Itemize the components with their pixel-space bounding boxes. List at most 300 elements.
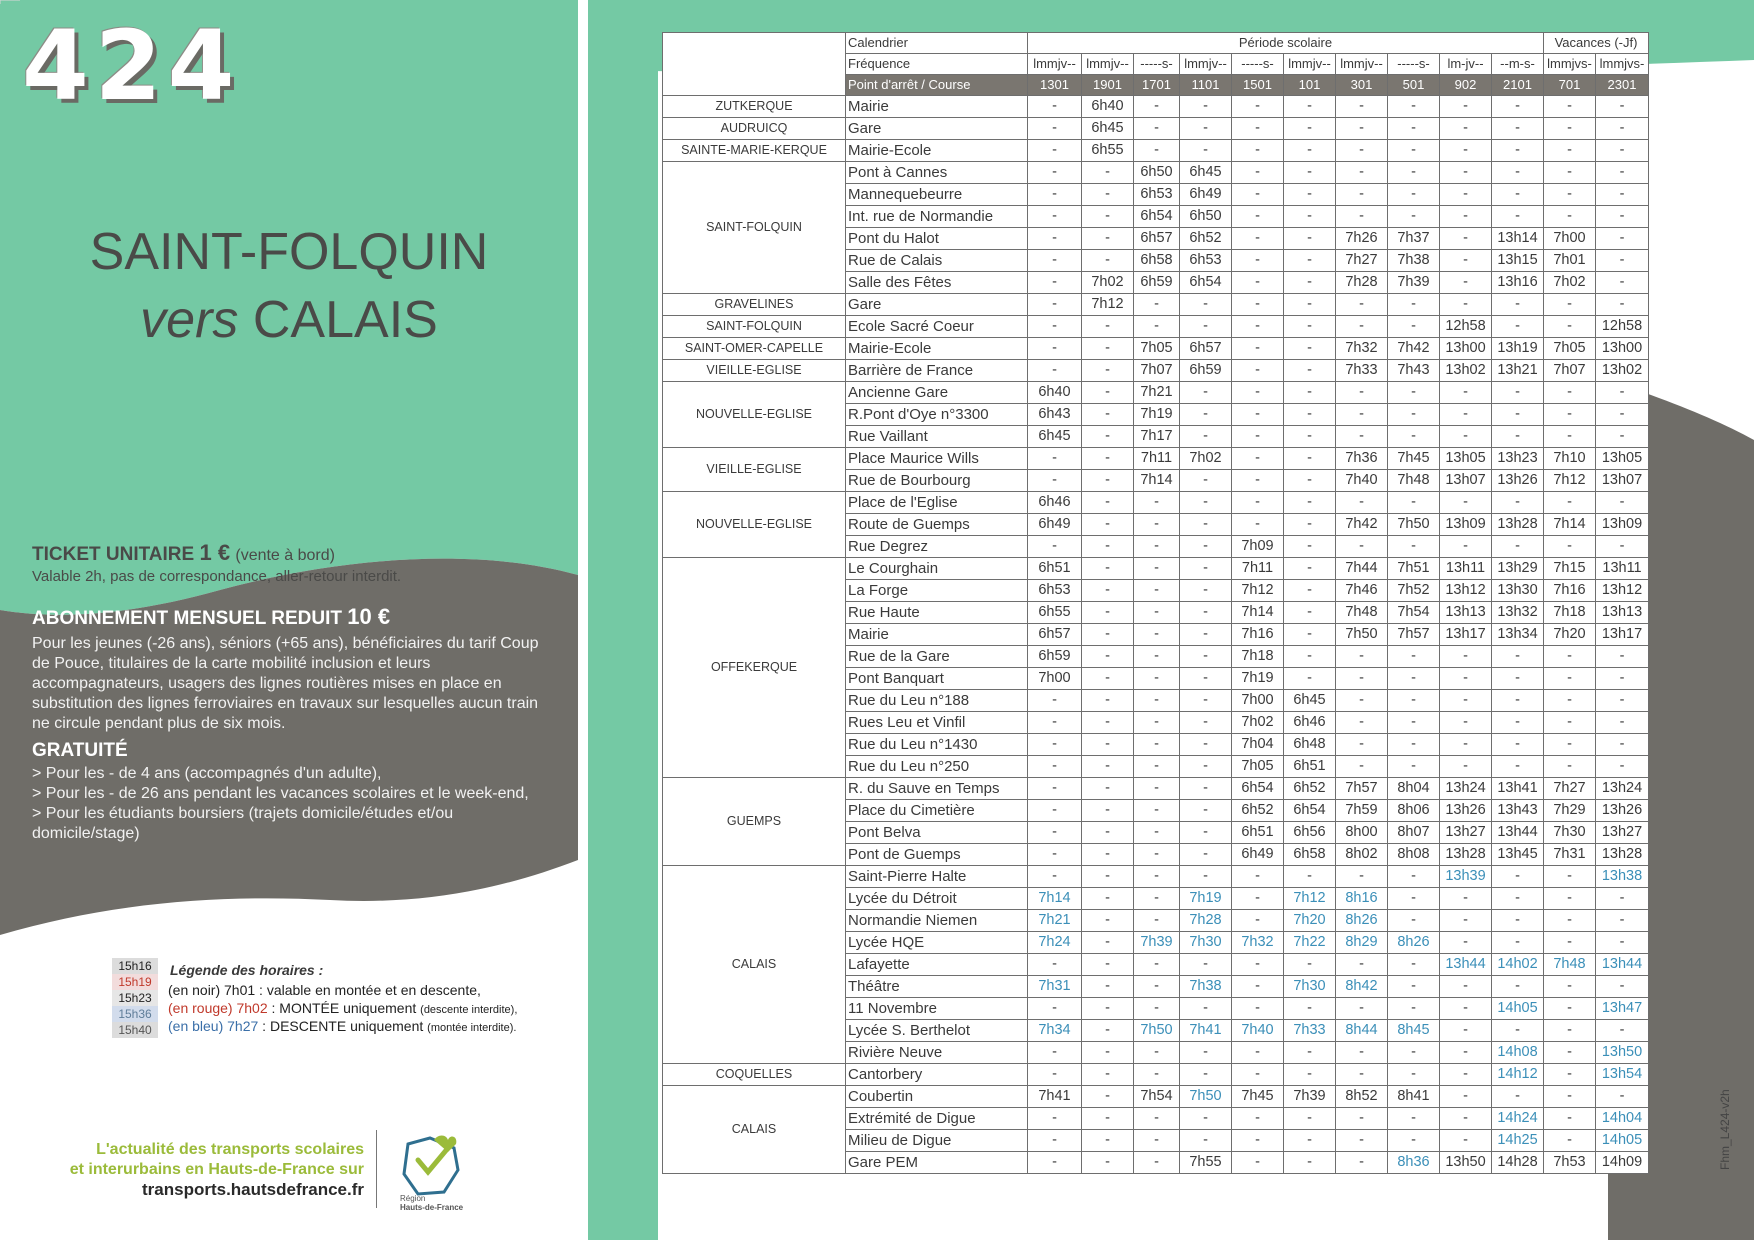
time-cell: - (1180, 1042, 1232, 1064)
time-cell: - (1492, 734, 1544, 756)
time-cell: - (1544, 492, 1596, 514)
time-cell: - (1596, 184, 1649, 206)
time-cell: 7h09 (1232, 536, 1284, 558)
time-cell: - (1336, 1064, 1388, 1086)
time-cell: - (1082, 690, 1134, 712)
time-cell: - (1232, 998, 1284, 1020)
time-cell: - (1440, 184, 1492, 206)
time-cell: - (1492, 888, 1544, 910)
time-cell: - (1440, 536, 1492, 558)
time-cell: - (1440, 118, 1492, 140)
stop-name-cell: Mairie (846, 624, 1028, 646)
time-cell: - (1082, 206, 1134, 228)
time-cell: 8h52 (1336, 1086, 1388, 1108)
time-cell: - (1544, 998, 1596, 1020)
time-cell: 6h45 (1284, 690, 1336, 712)
legend-black-key: (en noir) 7h01 (168, 982, 256, 998)
time-cell: - (1336, 206, 1388, 228)
time-cell: - (1028, 1130, 1082, 1152)
destination-vers: vers (140, 291, 239, 349)
stop-name-cell: Rue Haute (846, 602, 1028, 624)
stop-name-cell: Place Maurice Wills (846, 448, 1028, 470)
time-cell: 7h50 (1336, 624, 1388, 646)
time-cell: - (1440, 294, 1492, 316)
time-cell: - (1440, 1086, 1492, 1108)
time-cell: 8h16 (1336, 888, 1388, 910)
time-cell: - (1492, 492, 1544, 514)
time-cell: 6h54 (1232, 778, 1284, 800)
time-cell: - (1134, 800, 1180, 822)
time-cell: - (1492, 426, 1544, 448)
time-cell: - (1440, 140, 1492, 162)
time-cell: - (1082, 162, 1134, 184)
time-cell: - (1596, 976, 1649, 998)
time-cell: 7h17 (1134, 426, 1180, 448)
time-cell: 13h05 (1596, 448, 1649, 470)
time-cell: - (1180, 404, 1232, 426)
time-cell: - (1028, 206, 1082, 228)
time-cell: - (1388, 1108, 1440, 1130)
logo-caption-2: Hauts-de-France (400, 1203, 464, 1212)
time-cell: - (1284, 250, 1336, 272)
time-cell: - (1134, 646, 1180, 668)
time-cell: 6h55 (1082, 140, 1134, 162)
time-cell: 13h54 (1596, 1064, 1649, 1086)
stop-row (663, 558, 1649, 580)
time-cell: - (1596, 404, 1649, 426)
time-cell: - (1544, 910, 1596, 932)
time-cell: 6h53 (1028, 580, 1082, 602)
time-cell: - (1336, 756, 1388, 778)
time-cell: 7h19 (1134, 404, 1180, 426)
time-cell: 7h46 (1336, 580, 1388, 602)
stop-name-cell: Mairie-Ecole (846, 140, 1028, 162)
time-cell: - (1596, 910, 1649, 932)
time-cell: - (1440, 426, 1492, 448)
time-cell: 7h33 (1284, 1020, 1336, 1042)
time-cell: - (1180, 690, 1232, 712)
time-cell: 7h54 (1388, 602, 1440, 624)
time-cell: 13h44 (1492, 822, 1544, 844)
time-cell: - (1336, 712, 1388, 734)
gratuite-item: > Pour les étudiants boursiers (trajets domicile/études et/ou domicile/stage) (32, 805, 454, 842)
time-cell: 7h40 (1232, 1020, 1284, 1042)
time-cell: - (1544, 976, 1596, 998)
stop-row (663, 96, 1649, 118)
time-cell: 7h30 (1284, 976, 1336, 998)
time-cell: - (1544, 536, 1596, 558)
time-cell: 7h32 (1232, 932, 1284, 954)
legend-line-black (168, 982, 481, 998)
stop-name-cell: Théâtre (846, 976, 1028, 998)
time-cell: 7h11 (1134, 448, 1180, 470)
time-cell: - (1336, 734, 1388, 756)
time-cell: 7h04 (1232, 734, 1284, 756)
time-cell: - (1232, 1064, 1284, 1086)
time-cell: - (1492, 910, 1544, 932)
time-cell: - (1544, 1130, 1596, 1152)
time-cell: - (1028, 536, 1082, 558)
time-cell: - (1134, 998, 1180, 1020)
time-cell: 12h58 (1596, 316, 1649, 338)
time-cell: - (1596, 140, 1649, 162)
time-cell: - (1134, 712, 1180, 734)
stop-name-cell: Place du Cimetière (846, 800, 1028, 822)
time-cell: 7h20 (1544, 624, 1596, 646)
town-cell: SAINTE-MARIE-KERQUE (663, 140, 846, 162)
time-cell: - (1596, 118, 1649, 140)
legend-line-red (168, 1000, 517, 1016)
time-cell: - (1082, 624, 1134, 646)
time-cell: - (1492, 668, 1544, 690)
stop-name-cell: Pont du Halot (846, 228, 1028, 250)
time-cell: - (1028, 228, 1082, 250)
time-cell: - (1134, 536, 1180, 558)
time-cell: - (1232, 426, 1284, 448)
time-cell: 13h26 (1440, 800, 1492, 822)
time-cell: - (1544, 1042, 1596, 1064)
stop-name-cell: Le Courghain (846, 558, 1028, 580)
time-cell: 13h24 (1440, 778, 1492, 800)
time-cell: 6h57 (1134, 228, 1180, 250)
stop-name-cell: Rue de Calais (846, 250, 1028, 272)
frequency-cell: -----s- (1134, 54, 1180, 75)
time-cell: - (1492, 646, 1544, 668)
time-cell: - (1336, 1042, 1388, 1064)
time-cell: 13h17 (1596, 624, 1649, 646)
time-cell: 7h02 (1232, 712, 1284, 734)
time-cell: - (1180, 514, 1232, 536)
time-cell: - (1544, 118, 1596, 140)
time-cell: - (1492, 118, 1544, 140)
time-cell: - (1544, 712, 1596, 734)
time-cell: 7h16 (1232, 624, 1284, 646)
time-cell: - (1232, 162, 1284, 184)
abonnement-heading (32, 604, 390, 630)
legend-swatch: 15h19 (112, 974, 158, 990)
time-cell: 13h26 (1596, 800, 1649, 822)
time-cell: 7h15 (1544, 558, 1596, 580)
time-cell: 7h51 (1388, 558, 1440, 580)
time-cell: - (1180, 1130, 1232, 1152)
time-cell: 13h28 (1440, 844, 1492, 866)
time-cell: - (1492, 294, 1544, 316)
time-cell: - (1284, 514, 1336, 536)
time-cell: - (1028, 250, 1082, 272)
time-cell: - (1388, 954, 1440, 976)
time-cell: - (1388, 294, 1440, 316)
time-cell: - (1492, 536, 1544, 558)
time-cell: - (1440, 888, 1492, 910)
stop-row (663, 140, 1649, 162)
time-cell: - (1492, 712, 1544, 734)
stop-name-cell: Gare (846, 118, 1028, 140)
time-cell: 13h14 (1492, 228, 1544, 250)
stop-name-cell: Barrière de France (846, 360, 1028, 382)
time-cell: 13h41 (1492, 778, 1544, 800)
time-cell: 14h28 (1492, 1152, 1544, 1174)
time-cell: 7h30 (1544, 822, 1596, 844)
time-cell: - (1082, 514, 1134, 536)
time-cell: - (1440, 668, 1492, 690)
time-cell: 13h45 (1492, 844, 1544, 866)
time-cell: 6h51 (1028, 558, 1082, 580)
stop-name-cell: Lafayette (846, 954, 1028, 976)
time-cell: - (1336, 690, 1388, 712)
time-cell: - (1284, 646, 1336, 668)
time-cell: - (1284, 162, 1336, 184)
time-cell: - (1596, 382, 1649, 404)
time-cell: - (1028, 448, 1082, 470)
time-cell: - (1440, 1064, 1492, 1086)
legend-blue-text: : DESCENTE uniquement (258, 1018, 428, 1034)
time-cell: - (1028, 778, 1082, 800)
stop-name-cell: Rivière Neuve (846, 1042, 1028, 1064)
time-cell: - (1180, 316, 1232, 338)
time-cell: - (1082, 404, 1134, 426)
time-cell: - (1180, 954, 1232, 976)
time-cell: 7h27 (1544, 778, 1596, 800)
ticket-heading (32, 540, 335, 566)
time-cell: 6h54 (1134, 206, 1180, 228)
time-cell: - (1232, 888, 1284, 910)
gratuite-heading: GRATUITÉ (32, 740, 128, 761)
time-cell: - (1180, 1108, 1232, 1130)
time-cell: 13h47 (1596, 998, 1649, 1020)
time-cell: 7h57 (1336, 778, 1388, 800)
time-cell: - (1134, 602, 1180, 624)
time-cell: - (1336, 954, 1388, 976)
time-cell: - (1544, 206, 1596, 228)
time-cell: - (1596, 162, 1649, 184)
time-cell: 7h52 (1388, 580, 1440, 602)
time-cell: - (1232, 492, 1284, 514)
time-cell: 7h02 (1544, 272, 1596, 294)
time-cell: - (1388, 866, 1440, 888)
time-cell: - (1082, 338, 1134, 360)
time-cell: 8h08 (1388, 844, 1440, 866)
time-cell: - (1232, 360, 1284, 382)
time-cell: - (1082, 382, 1134, 404)
time-cell: - (1388, 140, 1440, 162)
time-cell: 7h05 (1134, 338, 1180, 360)
time-cell: - (1232, 1042, 1284, 1064)
time-cell: - (1180, 998, 1232, 1020)
course-number-cell: 1901 (1082, 75, 1134, 96)
time-cell: - (1388, 734, 1440, 756)
time-cell: - (1134, 822, 1180, 844)
time-cell: - (1440, 404, 1492, 426)
time-cell: - (1028, 954, 1082, 976)
time-cell: 7h14 (1028, 888, 1082, 910)
frequency-cell: lmmjv-- (1336, 54, 1388, 75)
time-cell: - (1284, 382, 1336, 404)
time-cell: 13h07 (1596, 470, 1649, 492)
time-cell: 13h09 (1596, 514, 1649, 536)
frequency-cell: lmmjv-- (1284, 54, 1336, 75)
promo-url-link[interactable]: transports.hautsdefrance.fr (142, 1180, 364, 1199)
time-cell: - (1596, 712, 1649, 734)
legend-title: Légende des horaires : (170, 962, 324, 978)
time-cell: 6h40 (1028, 382, 1082, 404)
time-cell: - (1082, 800, 1134, 822)
time-cell: - (1232, 250, 1284, 272)
time-cell: - (1336, 1130, 1388, 1152)
stop-name-cell: Mairie (846, 96, 1028, 118)
time-cell: - (1284, 580, 1336, 602)
time-cell: - (1596, 272, 1649, 294)
stop-name-cell: Rue du Leu n°250 (846, 756, 1028, 778)
time-cell: - (1544, 426, 1596, 448)
frequency-cell: -----s- (1232, 54, 1284, 75)
time-cell: - (1284, 954, 1336, 976)
time-cell: - (1028, 140, 1082, 162)
time-cell: - (1180, 822, 1232, 844)
destination-origin: SAINT-FOLQUIN (89, 223, 489, 281)
time-cell: - (1180, 756, 1232, 778)
time-cell: 6h51 (1232, 822, 1284, 844)
time-cell: 7h02 (1180, 448, 1232, 470)
time-cell: - (1180, 1064, 1232, 1086)
time-cell: - (1232, 206, 1284, 228)
header-frequence: Fréquence (846, 54, 1028, 75)
time-cell: - (1232, 1152, 1284, 1174)
time-cell: - (1232, 140, 1284, 162)
promo-divider (376, 1130, 377, 1208)
time-cell: - (1440, 382, 1492, 404)
stop-name-cell: La Forge (846, 580, 1028, 602)
time-cell: - (1284, 118, 1336, 140)
time-cell: - (1134, 976, 1180, 998)
time-cell: - (1336, 866, 1388, 888)
time-cell: - (1028, 734, 1082, 756)
time-cell: 13h30 (1492, 580, 1544, 602)
time-cell: - (1082, 668, 1134, 690)
time-cell: 6h46 (1284, 712, 1336, 734)
time-cell: 8h29 (1336, 932, 1388, 954)
course-number-cell: 1101 (1180, 75, 1232, 96)
time-cell: 8h26 (1388, 932, 1440, 954)
time-cell: - (1028, 360, 1082, 382)
time-cell: - (1596, 1086, 1649, 1108)
time-cell: - (1180, 294, 1232, 316)
time-cell: - (1284, 492, 1336, 514)
time-cell: - (1440, 976, 1492, 998)
time-cell: - (1596, 294, 1649, 316)
time-cell: 7h14 (1544, 514, 1596, 536)
time-cell: 13h50 (1440, 1152, 1492, 1174)
stop-row (663, 360, 1649, 382)
time-cell: - (1596, 932, 1649, 954)
time-cell: - (1284, 470, 1336, 492)
time-cell: - (1232, 96, 1284, 118)
time-cell: 13h07 (1440, 470, 1492, 492)
time-cell: - (1544, 1086, 1596, 1108)
time-cell: - (1082, 558, 1134, 580)
time-cell: 7h19 (1232, 668, 1284, 690)
time-cell: - (1492, 96, 1544, 118)
time-cell: 6h54 (1180, 272, 1232, 294)
stop-row (663, 118, 1649, 140)
time-cell: 7h21 (1134, 382, 1180, 404)
time-cell: - (1544, 756, 1596, 778)
time-cell: - (1596, 536, 1649, 558)
time-cell: 7h12 (1082, 294, 1134, 316)
time-cell: - (1492, 316, 1544, 338)
time-cell: 7h39 (1388, 272, 1440, 294)
time-cell: - (1180, 536, 1232, 558)
course-number-cell: 902 (1440, 75, 1492, 96)
time-cell: - (1440, 1108, 1492, 1130)
stop-name-cell: Route de Guemps (846, 514, 1028, 536)
stop-name-cell: Milieu de Digue (846, 1130, 1028, 1152)
time-cell: - (1284, 1064, 1336, 1086)
header-row-calendar (663, 33, 1649, 54)
time-cell: - (1232, 382, 1284, 404)
destination-target: CALAIS (252, 291, 438, 349)
time-cell: - (1544, 294, 1596, 316)
time-cell: - (1180, 668, 1232, 690)
stop-row (663, 338, 1649, 360)
time-cell: - (1082, 250, 1134, 272)
course-number-cell: 2301 (1596, 75, 1649, 96)
time-cell: - (1232, 470, 1284, 492)
time-cell: 6h46 (1028, 492, 1082, 514)
town-cell: VIEILLE-EGLISE (663, 360, 846, 382)
time-cell: - (1134, 954, 1180, 976)
time-cell: 7h38 (1180, 976, 1232, 998)
time-cell: - (1232, 118, 1284, 140)
gratuite-item: > Pour les - de 4 ans (accompagnés d'un adulte), (32, 765, 382, 782)
town-cell: GRAVELINES (663, 294, 846, 316)
time-cell: 13h19 (1492, 338, 1544, 360)
time-cell: 13h00 (1596, 338, 1649, 360)
time-cell: 13h15 (1492, 250, 1544, 272)
time-cell: - (1440, 910, 1492, 932)
time-cell: - (1336, 1108, 1388, 1130)
time-cell: 8h44 (1336, 1020, 1388, 1042)
time-cell: - (1284, 668, 1336, 690)
time-cell: 7h54 (1134, 1086, 1180, 1108)
promo-box (34, 1124, 478, 1214)
time-cell: - (1284, 140, 1336, 162)
legend-black-text: : valable en montée et en descente, (255, 982, 481, 998)
time-cell: 7h22 (1284, 932, 1336, 954)
stop-row (663, 492, 1649, 514)
time-cell: 7h45 (1232, 1086, 1284, 1108)
ticket-subtitle: Valable 2h, pas de correspondance, aller-retour interdit. (32, 568, 402, 585)
time-cell: - (1082, 1086, 1134, 1108)
time-cell: - (1028, 1108, 1082, 1130)
time-cell: 7h18 (1232, 646, 1284, 668)
time-cell: - (1388, 668, 1440, 690)
abonnement-description: Pour les jeunes (-26 ans), séniors (+65 ans), bénéficiaires du tarif Coup de Pouce, titulaires de la carte mobilité inclusion et leurs accompagnateurs, usagers des lignes routières mises en place en substitution des lignes ferroviaires en travaux sur lesquelles aucun train ne circule pendant plus de six mois. (32, 635, 539, 732)
stop-name-cell: Ecole Sacré Coeur (846, 316, 1028, 338)
time-cell: 8h07 (1388, 822, 1440, 844)
time-cell: - (1134, 844, 1180, 866)
stop-name-cell: Gare (846, 294, 1028, 316)
time-cell: - (1082, 646, 1134, 668)
legend-blue-note: (montée interdite). (427, 1022, 517, 1034)
time-cell: - (1232, 338, 1284, 360)
time-cell: 13h39 (1440, 866, 1492, 888)
time-cell: - (1440, 1042, 1492, 1064)
time-cell: 6h53 (1180, 250, 1232, 272)
time-cell: - (1082, 756, 1134, 778)
time-cell: - (1492, 1086, 1544, 1108)
time-cell: 7h19 (1180, 888, 1232, 910)
time-cell: - (1492, 206, 1544, 228)
